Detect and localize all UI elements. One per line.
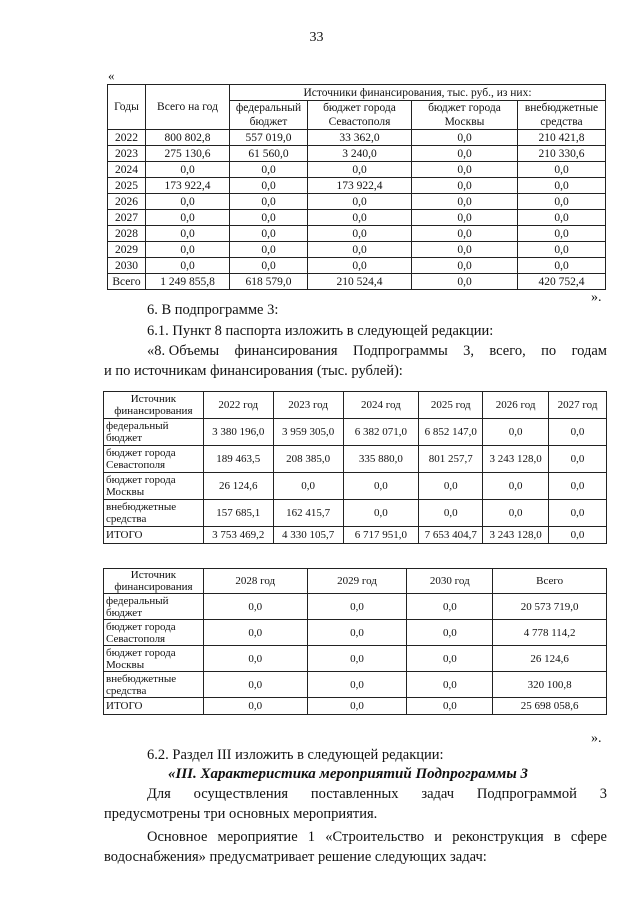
table-cell: 6 382 071,0 — [343, 419, 419, 446]
table-cell: 189 463,5 — [203, 446, 273, 473]
table-cell: 33 362,0 — [308, 130, 412, 146]
table-cell: 0,0 — [412, 210, 518, 226]
table-cell: 2023 — [108, 146, 146, 162]
table-cell: 26 124,6 — [203, 473, 273, 500]
table-cell: 0,0 — [407, 698, 493, 715]
table-cell: 3 959 305,0 — [273, 419, 343, 446]
table-cell: 0,0 — [518, 210, 606, 226]
page-number: 33 — [309, 30, 324, 45]
header-sevastopol: бюджет города Севастополя — [308, 101, 412, 130]
table-cell: 0,0 — [518, 242, 606, 258]
table-cell: 618 579,0 — [230, 274, 308, 290]
table-cell: 0,0 — [307, 594, 407, 620]
table-cell: Всего — [108, 274, 146, 290]
table-cell: 3 240,0 — [308, 146, 412, 162]
table-cell: 7 653 404,7 — [419, 527, 483, 544]
table-cell: 157 685,1 — [203, 500, 273, 527]
table-cell: 0,0 — [407, 672, 493, 698]
table-cell: бюджет города Севастополя — [104, 620, 204, 646]
section-heading: «III. Характеристика мероприятий Подпрограммы 3 — [168, 766, 528, 782]
table-row — [108, 146, 606, 162]
table-cell: ИТОГО — [104, 698, 204, 715]
table-cell: 557 019,0 — [230, 130, 308, 146]
word: годам — [571, 343, 607, 359]
word: всего, — [489, 343, 526, 359]
table-row — [104, 620, 607, 646]
table-cell: 0,0 — [230, 162, 308, 178]
table-cell: 0,0 — [307, 646, 407, 672]
table-cell: 0,0 — [230, 258, 308, 274]
paragraph-8-line2: и по источникам финансирования (тыс. рублей): — [104, 363, 403, 379]
word: 3 — [599, 786, 607, 802]
table-cell: 3 243 128,0 — [483, 527, 549, 544]
table-cell: 0,0 — [412, 242, 518, 258]
table-cell: 0,0 — [419, 473, 483, 500]
table-cell: 0,0 — [412, 274, 518, 290]
table-cell: 0,0 — [273, 473, 343, 500]
table-cell: 2026 — [108, 194, 146, 210]
word: 1 — [307, 829, 316, 845]
table-row — [108, 258, 606, 274]
word: Основное — [147, 829, 208, 845]
table-cell: 0,0 — [230, 194, 308, 210]
table-cell: 0,0 — [412, 130, 518, 146]
table-header-cell: 2026 год — [483, 392, 549, 419]
word: мероприятие — [217, 829, 298, 845]
table-cell: 275 130,6 — [146, 146, 230, 162]
table-cell: 1 249 855,8 — [146, 274, 230, 290]
table-cell: бюджет города Москвы — [104, 473, 204, 500]
table-row — [104, 527, 607, 544]
table-cell: 0,0 — [343, 500, 419, 527]
table-cell: ИТОГО — [104, 527, 204, 544]
funding-by-year-table — [107, 84, 606, 290]
table-cell: федеральный бюджет — [104, 594, 204, 620]
word: задач — [421, 786, 455, 802]
table-cell: 210 330,6 — [518, 146, 606, 162]
table-cell: 800 802,8 — [146, 130, 230, 146]
table-cell: 0,0 — [203, 672, 307, 698]
table-cell: 0,0 — [308, 194, 412, 210]
closing-quote: ». — [591, 290, 602, 305]
table-cell: 0,0 — [203, 698, 307, 715]
word: «8. Объемы — [147, 343, 220, 359]
table-cell: федеральный бюджет — [104, 419, 204, 446]
table-cell: 0,0 — [518, 178, 606, 194]
table-cell: 0,0 — [230, 226, 308, 242]
table-cell: 0,0 — [412, 178, 518, 194]
table-cell: 0,0 — [549, 419, 607, 446]
table-cell: 2030 — [108, 258, 146, 274]
table-cell: 0,0 — [412, 162, 518, 178]
table-header-cell: Источник финансирования — [104, 569, 204, 594]
table-cell: 0,0 — [419, 500, 483, 527]
table-cell: 0,0 — [146, 242, 230, 258]
table-cell: 0,0 — [407, 620, 493, 646]
table-cell: 0,0 — [412, 194, 518, 210]
header-extrabudget: внебюджетные средства — [518, 101, 606, 130]
table-cell: 0,0 — [308, 162, 412, 178]
paragraph-line: предусмотрены три основных мероприятия. — [104, 806, 378, 822]
word: Подпрограммой — [476, 786, 577, 802]
table-cell: 173 922,4 — [308, 178, 412, 194]
word: «Строительство — [325, 829, 425, 845]
table-header-row — [104, 569, 607, 594]
table-cell: 0,0 — [483, 419, 549, 446]
word: Подпрограммы — [353, 343, 448, 359]
table-row — [104, 646, 607, 672]
header-federal: федеральный бюджет — [230, 101, 308, 130]
table-header-cell: 2027 год — [549, 392, 607, 419]
table-header-cell: Всего — [493, 569, 607, 594]
paragraph-6-1: 6.1. Пункт 8 паспорта изложить в следующей редакции: — [147, 323, 494, 339]
opening-quote: « — [108, 68, 115, 83]
table-header-row — [104, 392, 607, 419]
paragraph-6: 6. В подпрограмме 3: — [147, 302, 279, 318]
table-row — [104, 672, 607, 698]
table-cell: 0,0 — [146, 162, 230, 178]
word: в — [553, 829, 561, 845]
table-cell: 0,0 — [146, 210, 230, 226]
table-row — [104, 419, 607, 446]
word: реконструкция — [452, 829, 544, 845]
table-cell: 173 922,4 — [146, 178, 230, 194]
table-cell: 0,0 — [308, 226, 412, 242]
header-years: Годы — [108, 85, 146, 130]
table-cell: 2028 — [108, 226, 146, 242]
table-cell: 0,0 — [407, 594, 493, 620]
word: по — [541, 343, 557, 359]
table-cell: 61 560,0 — [230, 146, 308, 162]
table-cell: 6 852 147,0 — [419, 419, 483, 446]
table-row — [108, 274, 606, 290]
table-cell: 0,0 — [203, 646, 307, 672]
table-cell: 4 778 114,2 — [493, 620, 607, 646]
paragraph-6-2: 6.2. Раздел III изложить в следующей редакции: — [147, 747, 444, 763]
table-header-cell: 2024 год — [343, 392, 419, 419]
word: 3, — [463, 343, 474, 359]
table-cell: 210 421,8 — [518, 130, 606, 146]
table-cell: 0,0 — [308, 258, 412, 274]
table-cell: 0,0 — [549, 446, 607, 473]
table-cell: 420 752,4 — [518, 274, 606, 290]
word: сфере — [570, 829, 607, 845]
paragraph-line — [147, 786, 607, 803]
table-cell: 0,0 — [307, 620, 407, 646]
table-cell: 2024 — [108, 162, 146, 178]
table-cell: 20 573 719,0 — [493, 594, 607, 620]
table-cell: 3 753 469,2 — [203, 527, 273, 544]
table-header-cell: 2023 год — [273, 392, 343, 419]
table-cell: 0,0 — [308, 242, 412, 258]
table-cell: 3 380 196,0 — [203, 419, 273, 446]
table-header-cell: 2030 год — [407, 569, 493, 594]
word: финансирования — [234, 343, 338, 359]
table-cell: 0,0 — [230, 242, 308, 258]
table-row — [108, 226, 606, 242]
table-cell: 320 100,8 — [493, 672, 607, 698]
table-cell: 0,0 — [549, 527, 607, 544]
table-row — [104, 500, 607, 527]
table-cell: 25 698 058,6 — [493, 698, 607, 715]
table-cell: 0,0 — [483, 500, 549, 527]
table-cell: 0,0 — [412, 146, 518, 162]
table-cell: 0,0 — [307, 672, 407, 698]
table-row — [104, 594, 607, 620]
table-cell: 0,0 — [308, 210, 412, 226]
table-cell: внебюджетные средства — [104, 672, 204, 698]
table-cell: 6 717 951,0 — [343, 527, 419, 544]
table-row — [108, 178, 606, 194]
table-cell: 2029 — [108, 242, 146, 258]
table-header-cell: 2029 год — [307, 569, 407, 594]
table-cell: 0,0 — [146, 194, 230, 210]
table-cell: 0,0 — [518, 258, 606, 274]
table-header-cell: 2025 год — [419, 392, 483, 419]
table-cell: 0,0 — [412, 226, 518, 242]
table-row — [104, 446, 607, 473]
table-cell: 0,0 — [203, 594, 307, 620]
table-cell: 2025 — [108, 178, 146, 194]
table-cell: 0,0 — [343, 473, 419, 500]
table-cell: 0,0 — [549, 473, 607, 500]
table-cell: 0,0 — [518, 194, 606, 210]
header-total: Всего на год — [146, 85, 230, 130]
table-cell: 335 880,0 — [343, 446, 419, 473]
table-cell: бюджет города Севастополя — [104, 446, 204, 473]
table-row — [104, 698, 607, 715]
table-cell: 0,0 — [230, 210, 308, 226]
table-cell: бюджет города Москвы — [104, 646, 204, 672]
table-cell: 0,0 — [412, 258, 518, 274]
table-header-cell: 2028 год — [203, 569, 307, 594]
closing-quote: ». — [591, 731, 602, 746]
paragraph-line — [147, 829, 607, 846]
table-cell: 0,0 — [518, 226, 606, 242]
table-cell: 0,0 — [146, 226, 230, 242]
table-cell: 4 330 105,7 — [273, 527, 343, 544]
table-cell: 0,0 — [518, 162, 606, 178]
table-row — [108, 130, 606, 146]
subprogram-funding-table-2028-2030 — [103, 568, 607, 715]
word: Для — [147, 786, 171, 802]
table-row — [104, 473, 607, 500]
table-row — [108, 210, 606, 226]
table-header-cell: Источник финансирования — [104, 392, 204, 419]
table-cell: 0,0 — [307, 698, 407, 715]
table-cell: 162 415,7 — [273, 500, 343, 527]
table-cell: 208 385,0 — [273, 446, 343, 473]
table-cell: 2027 — [108, 210, 146, 226]
word: и — [434, 829, 443, 845]
table-cell: 0,0 — [230, 178, 308, 194]
table-header-cell: 2022 год — [203, 392, 273, 419]
table-cell: 3 243 128,0 — [483, 446, 549, 473]
table-cell: 0,0 — [483, 473, 549, 500]
table-cell: внебюджетные средства — [104, 500, 204, 527]
word: поставленных — [310, 786, 399, 802]
header-sources-group: Источники финансирования, тыс. руб., из них: — [230, 85, 606, 101]
word: осуществления — [193, 786, 289, 802]
paragraph-line: водоснабжения» предусматривает решение следующих задач: — [104, 849, 487, 865]
table-cell: 210 524,4 — [308, 274, 412, 290]
table-cell: 26 124,6 — [493, 646, 607, 672]
table-cell: 0,0 — [407, 646, 493, 672]
table-cell: 801 257,7 — [419, 446, 483, 473]
table-row — [108, 242, 606, 258]
table-cell: 0,0 — [203, 620, 307, 646]
subprogram-funding-table-2022-2027 — [103, 391, 607, 544]
table-row — [108, 162, 606, 178]
header-moscow: бюджет города Москвы — [412, 101, 518, 130]
table-cell: 2022 — [108, 130, 146, 146]
table-cell: 0,0 — [549, 500, 607, 527]
paragraph-8-line1 — [147, 343, 607, 360]
table-row — [108, 194, 606, 210]
table-cell: 0,0 — [146, 258, 230, 274]
